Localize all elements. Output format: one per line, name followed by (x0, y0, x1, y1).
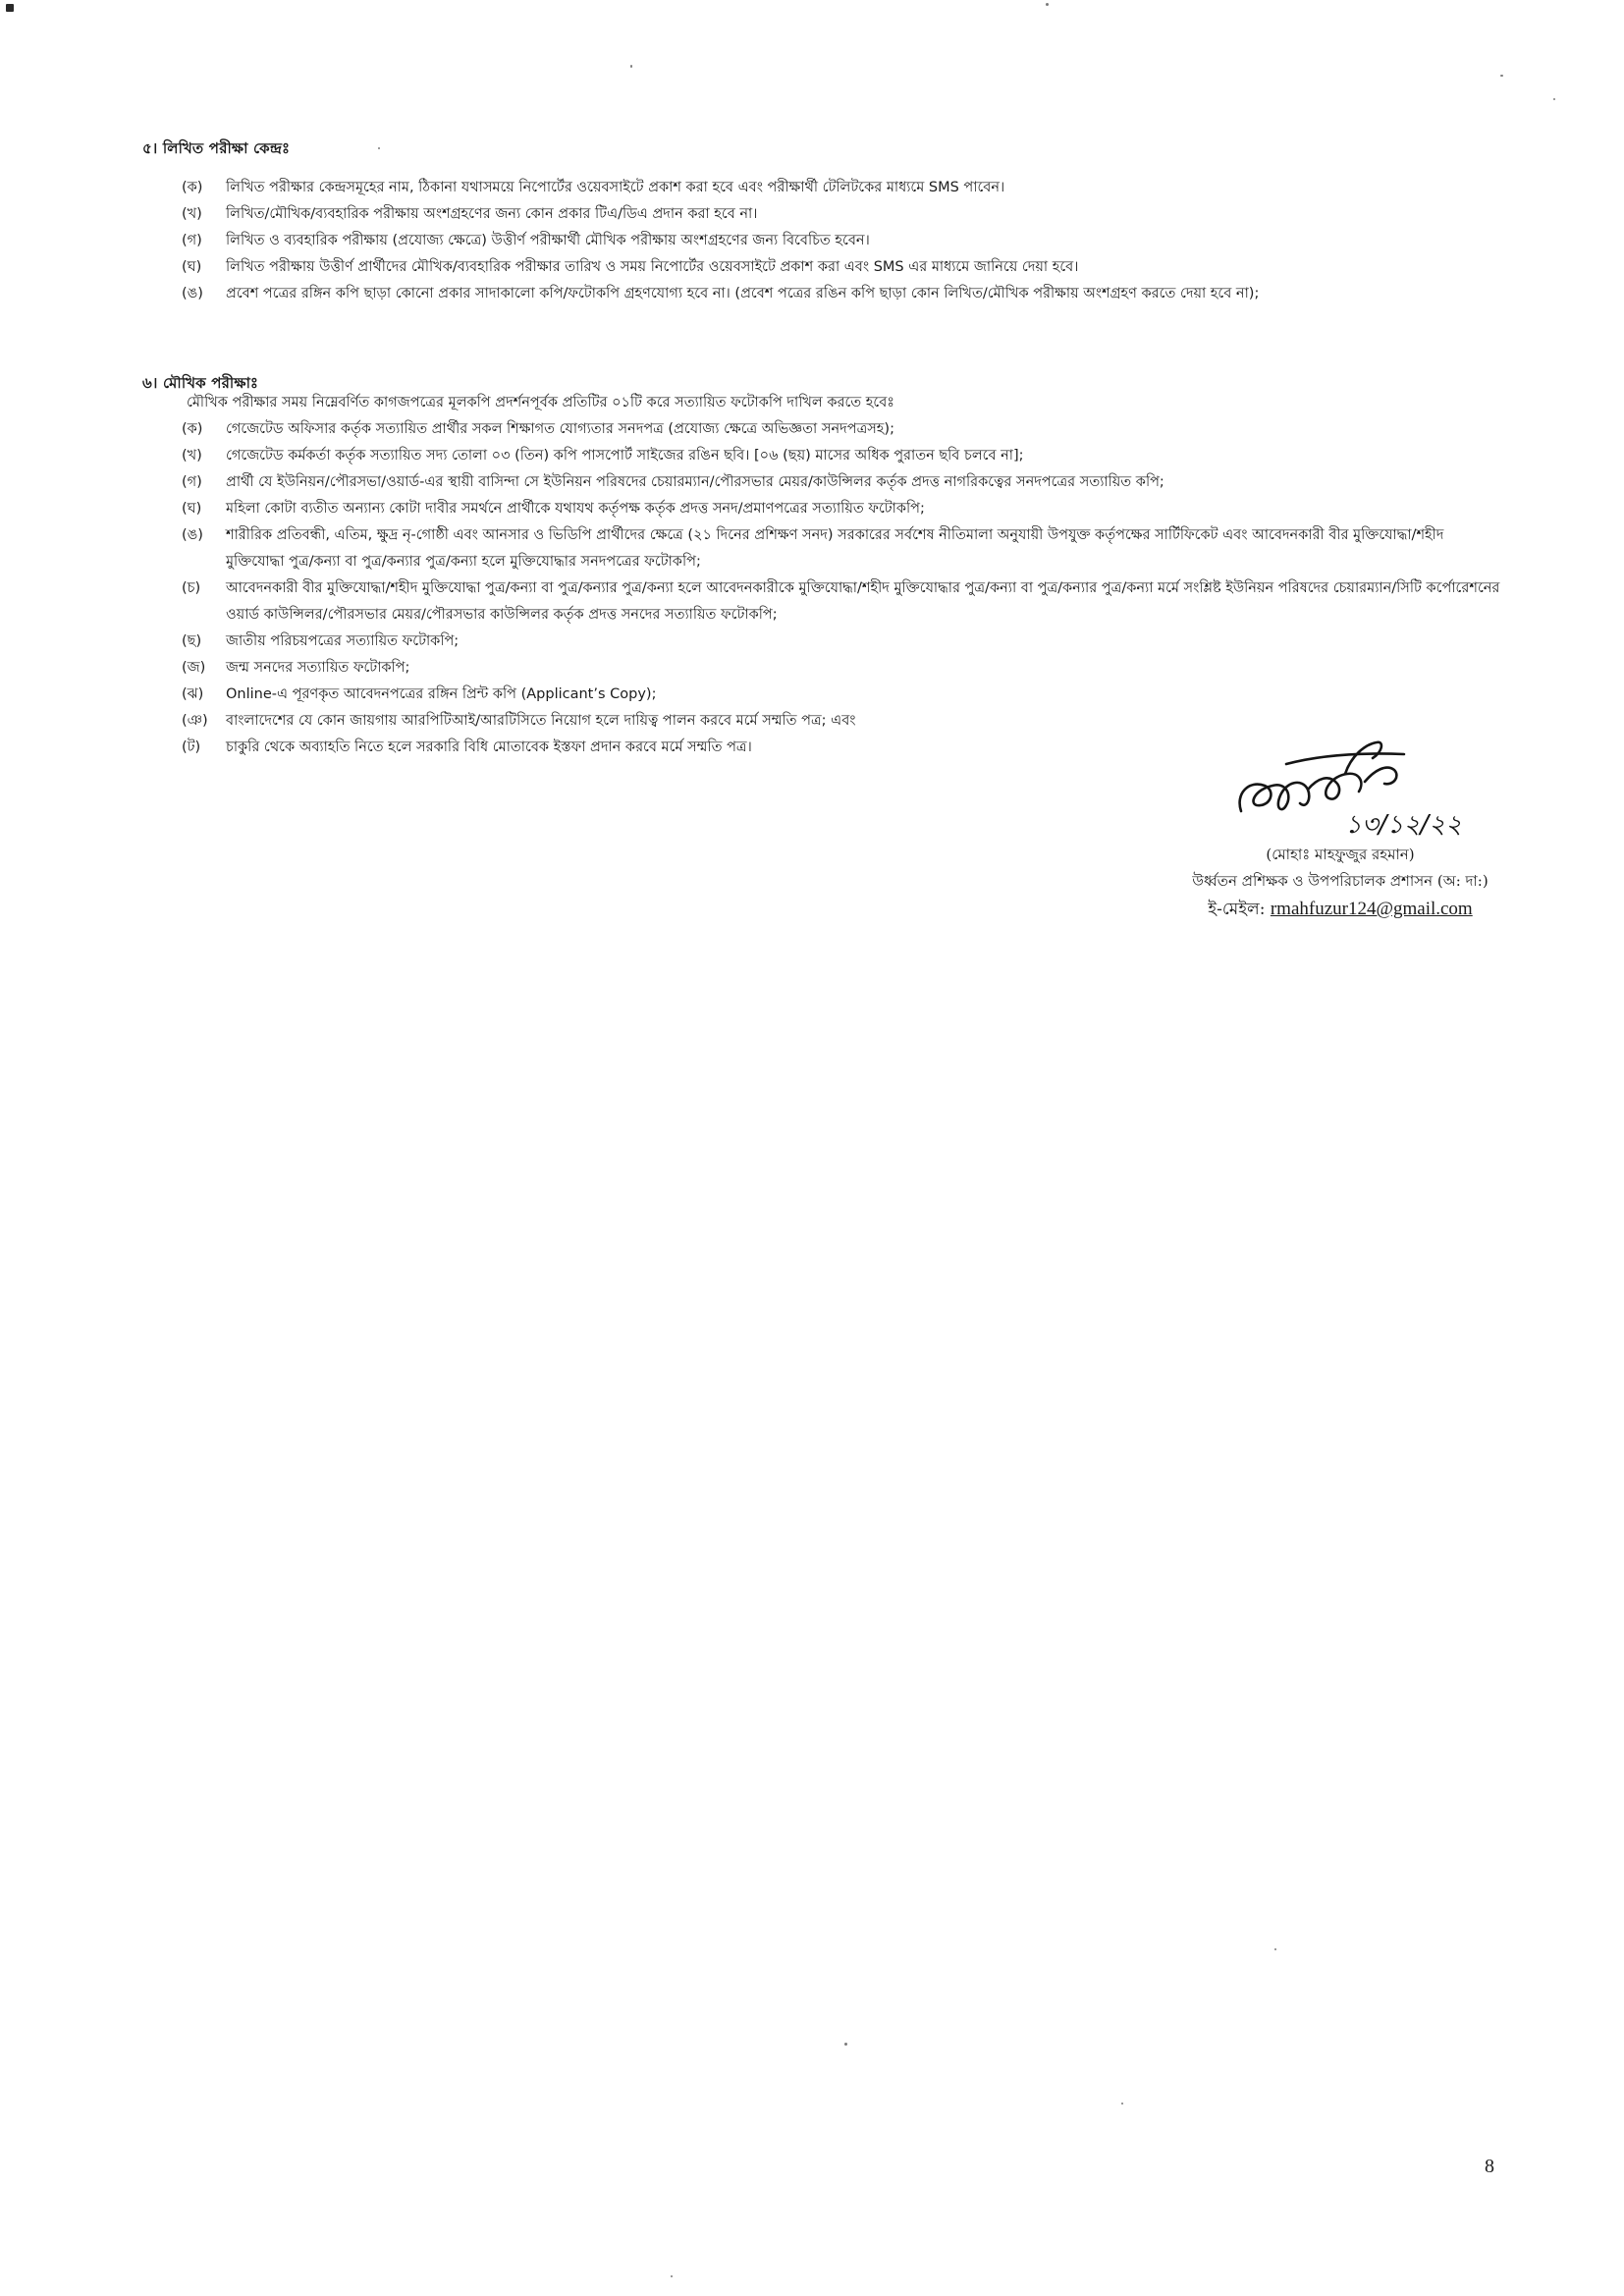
item-text: শারীরিক প্রতিবন্ধী, এতিম, ক্ষুদ্র নৃ-গোষ্ঠী এবং আনসার ও ভিডিপি প্রার্থীদের ক্ষেত্রে (২১ দিনের প্রশিক্ষণ সনদ) সরকারের সর্বশেষ নীতিমালা অনুযায়ী উপযুক্ত কর্তৃপক্ষের সার্টিফিকেট এবং আবেদনকারী বীর মুক্তিযোদ্ধা/শহীদ মুক্তিযোদ্ধা পুত্র/কন্যা বা পুত্র/কন্যার পুত্র/কন্যা হলে মুক্তিযোদ্ধার সনদপত্রের ফটোকপি; (226, 527, 1444, 570)
list-item (182, 575, 1502, 629)
item-text: Online-এ পূরণকৃত আবেদনপত্রের রঙ্গিন প্রিন্ট কপি (Applicant’s Copy); (226, 686, 657, 702)
item-text: গেজেটেড কর্মকর্তা কর্তৃক সত্যায়িত সদ্য তোলা ০৩ (তিন) কপি পাসপোর্ট সাইজের রঙিন ছবি। [০৬ (ছয়) মাসের অধিক পুরাতন ছবি চলবে না]; (226, 448, 1024, 464)
item-marker: (গ) (182, 474, 202, 490)
list-item (182, 254, 1502, 281)
item-marker: (জ) (182, 660, 206, 676)
list-item (182, 708, 1502, 735)
item-text: গেজেটেড অফিসার কর্তৃক সত্যায়িত প্রার্থীর সকল শিক্ষাগত যোগ্যতার সনদপত্র (প্রযোজ্য ক্ষেত্রে অভিজ্ঞতা সনদপত্রসহ); (226, 421, 894, 437)
list-item (182, 682, 1502, 708)
list-item (182, 228, 1502, 254)
item-marker: (ঘ) (182, 259, 202, 275)
page-number: 8 (1485, 2156, 1494, 2177)
section-5-list (182, 175, 1502, 307)
signatory-designation: উর্ধ্বতন প্রশিক্ষক ও উপপরিচালক প্রশাসন (অ: দা:) (1192, 872, 1489, 890)
item-text: লিখিত/মৌখিক/ব্যবহারিক পরীক্ষায় অংশগ্রহণের জন্য কোন প্রকার টিএ/ডিএ প্রদান করা হবে না। (226, 206, 758, 222)
item-marker: (চ) (182, 580, 201, 596)
handwritten-signature (1227, 735, 1492, 843)
item-text: লিখিত পরীক্ষায় উত্তীর্ণ প্রার্থীদের মৌখিক/ব্যবহারিক পরীক্ষার তারিখ ও সময় নিপোর্টের ওয়েবসাইটে প্রকাশ করা এবং SMS এর মাধ্যমে জানিয়ে দেয়া হবে। (226, 259, 1079, 275)
item-text: চাকুরি থেকে অব্যাহতি নিতে হলে সরকারি বিধি মোতাবেক ইস্তফা প্রদান করবে মর্মে সম্মতি পত্র। (226, 739, 752, 755)
item-text: প্রবেশ পত্রের রঙ্গিন কপি ছাড়া কোনো প্রকার সাদাকালো কপি/ফটোকপি গ্রহণযোগ্য হবে না। (প্রবেশ পত্রের রঙিন কপি ছাড়া কোন লিখিত/মৌখিক পরীক্ষায় অংশগ্রহণ করতে দেয়া হবে না); (226, 286, 1260, 301)
signature-block (1144, 842, 1537, 924)
item-marker: (ক) (182, 421, 203, 437)
item-marker: (ছ) (182, 633, 202, 649)
list-item (182, 175, 1502, 201)
item-text: লিখিত ও ব্যবহারিক পরীক্ষায় (প্রযোজ্য ক্ষেত্রে) উত্তীর্ণ পরীক্ষার্থী মৌখিক পরীক্ষায় অংশগ্রহণের জন্য বিবেচিত হবেন। (226, 233, 870, 248)
item-text: প্রার্থী যে ইউনিয়ন/পৌরসভা/ওয়ার্ড-এর স্থায়ী বাসিন্দা সে ইউনিয়ন পরিষদের চেয়ারম্যান/পৌরসভার মেয়র/কাউন্সিলর কর্তৃক প্রদত্ত নাগরিকত্বের সনদপত্রের সত্যায়িত কপি; (226, 474, 1164, 490)
list-item (182, 416, 1502, 443)
list-item (182, 496, 1502, 522)
item-text: জাতীয় পরিচয়পত্রের সত্যায়িত ফটোকপি; (226, 633, 460, 649)
list-item (182, 522, 1502, 575)
item-marker: (ঝ) (182, 686, 204, 702)
section-6-intro: মৌখিক পরীক্ষার সময় নিম্নেবর্ণিত কাগজপত্রের মূলকপি প্রদর্শনপূর্বক প্রতিটির ০১টি করে সত্যায়িত ফটোকপি দাখিল করতে হবেঃ (187, 395, 895, 410)
email-line (1144, 895, 1537, 924)
item-marker: (ঘ) (182, 501, 202, 517)
signatory-name: (মোহাঃ মাহফুজুর রহমান) (1266, 846, 1415, 863)
item-marker: (ট) (182, 739, 201, 755)
item-text: জন্ম সনদের সত্যায়িত ফটোকপি; (226, 660, 410, 676)
item-text: মহিলা কোটা ব্যতীত অন্যান্য কোটা দাবীর সমর্থনে প্রার্থীকে যথাযথ কর্তৃপক্ষ কর্তৃক প্রদত্ত সনদ/প্রমাণপত্রের সত্যায়িত ফটোকপি; (226, 501, 925, 517)
list-item (182, 629, 1502, 655)
handwritten-date: ১৩/১২/২২ (1345, 810, 1462, 840)
item-marker: (খ) (182, 448, 202, 464)
email-link[interactable]: rmahfuzur124@gmail.com (1270, 899, 1473, 919)
email-label: ই-মেইল: (1208, 900, 1266, 919)
section-6-list (182, 416, 1502, 761)
item-text: আবেদনকারী বীর মুক্তিযোদ্ধা/শহীদ মুক্তিযোদ্ধা পুত্র/কন্যা বা পুত্র/কন্যার পুত্র/কন্যা হলে আবেদনকারীকে মুক্তিযোদ্ধা/শহীদ মুক্তিযোদ্ধার পুত্র/কন্যা বা পুত্র/কন্যার পুত্র/কন্যা মর্মে সংশ্লিষ্ট ইউনিয়ন পরিষদের চেয়ারম্যান/সিটি কর্পোরেশনের ওয়ার্ড কাউন্সিলর/পৌরসভার মেয়র/পৌরসভার কাউন্সিলর কর্তৃক প্রদত্ত সনদের সত্যায়িত ফটোকপি; (226, 580, 1500, 623)
list-item (182, 655, 1502, 682)
list-item (182, 443, 1502, 469)
item-marker: (ঙ) (182, 286, 203, 301)
list-item (182, 469, 1502, 496)
item-text: লিখিত পরীক্ষার কেন্দ্রসমূহের নাম, ঠিকানা যথাসময়ে নিপোর্টের ওয়েবসাইটে প্রকাশ করা হবে এবং পরীক্ষার্থী টেলিটকের মাধ্যমে SMS পাবেন। (226, 180, 1005, 195)
item-marker: (গ) (182, 233, 202, 248)
section-6-heading: ৬। মৌখিক পরীক্ষাঃ (142, 374, 259, 392)
item-marker: (ঙ) (182, 527, 203, 543)
item-text: বাংলাদেশের যে কোন জায়গায় আরপিটিআই/আরটিসিতে নিয়োগ হলে দায়িত্ব পালন করবে মর্মে সম্মতি পত্র; এবং (226, 713, 856, 729)
item-marker: (খ) (182, 206, 202, 222)
list-item (182, 201, 1502, 228)
section-5-heading: ৫। লিখিত পরীক্ষা কেন্দ্রঃ (142, 139, 291, 157)
item-marker: (ঞ) (182, 713, 208, 729)
list-item (182, 281, 1502, 307)
item-marker: (ক) (182, 180, 203, 195)
